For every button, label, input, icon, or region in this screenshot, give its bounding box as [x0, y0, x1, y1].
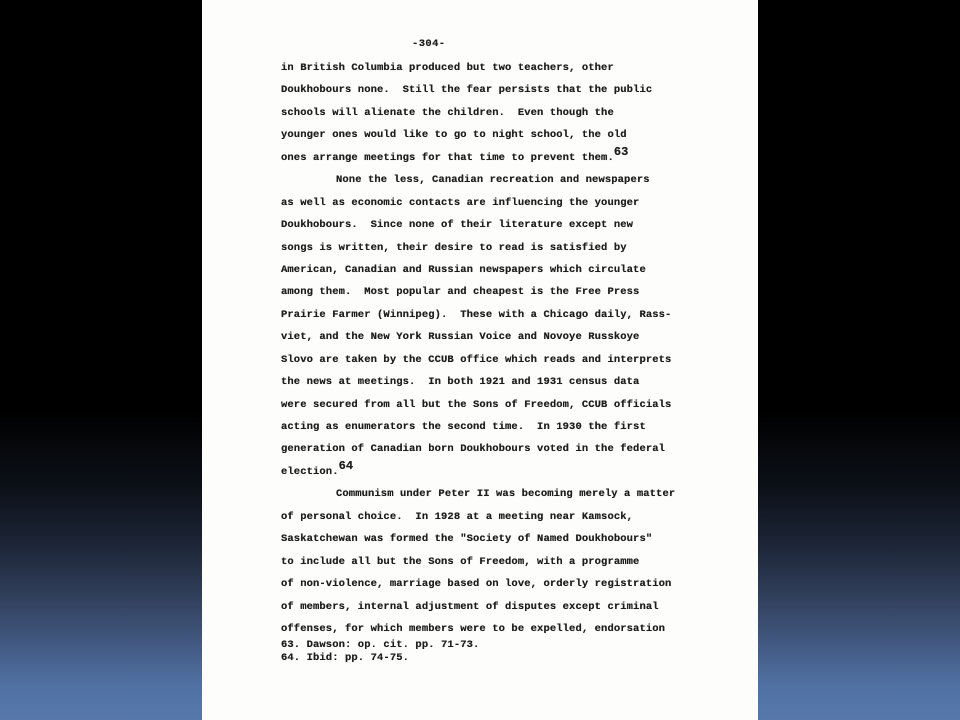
text-line: were secured from all but the Sons of Freedom, CCUB officials: [281, 398, 672, 411]
text-line: Doukhobours none. Still the fear persists that the public: [281, 84, 653, 97]
text-line: ones arrange meetings for that time to prevent them.63: [281, 144, 629, 164]
text-line: generation of Canadian born Doukhobours voted in the federal: [281, 443, 666, 456]
text-line: acting as enumerators the second time. In 1930 the first: [281, 421, 646, 433]
text-line: Slovo are taken by the CCUB office which reads and interprets: [281, 353, 672, 366]
text-line: among them. Most popular and cheapest is the Free Press: [281, 286, 640, 299]
text-line: of non-violence, marriage based on love, orderly registration: [281, 578, 672, 591]
text-line: of members, internal adjustment of disputes except criminal: [281, 600, 659, 613]
document-page: [202, 0, 758, 720]
text-line: viet, and the New York Russian Voice and Novoye Russkoye: [281, 331, 640, 344]
text-line: election.64: [281, 458, 354, 478]
page-number: -304-: [412, 38, 446, 50]
text-line: Doukhobours. Since none of their literature except new: [281, 219, 634, 232]
footnote-reference: 64: [338, 458, 354, 473]
page-body-text: [281, 62, 691, 645]
text-line: Communism under Peter II was becoming merely a matter: [336, 488, 676, 501]
text-line: offenses, for which members were to be expelled, endorsation: [281, 622, 666, 635]
footnote-line: 63. Dawson: op. cit. pp. 71-73.: [281, 639, 480, 651]
text-line: to include all but the Sons of Freedom, with a programme: [281, 555, 640, 568]
text-line: songs is written, their desire to read is satisfied by: [281, 241, 627, 254]
text-line: Saskatchewan was formed the "Society of Named Doukhobours": [281, 533, 653, 546]
text-line: as well as economic contacts are influencing the younger: [281, 196, 640, 209]
text-line: Prairie Farmer (Winnipeg). These with a Chicago daily, Rass-: [281, 308, 672, 321]
text-line: the news at meetings. In both 1921 and 1931 census data: [281, 376, 640, 389]
footnote-reference: 63: [613, 144, 629, 159]
footnotes: [281, 639, 479, 665]
text-line: of personal choice. In 1928 at a meeting near Kamsock,: [281, 510, 634, 523]
footnote-line: 64. Ibid: pp. 74-75.: [281, 652, 410, 664]
text-line: schools will alienate the children. Even though the: [281, 106, 614, 119]
text-line: in British Columbia produced but two teachers, other: [281, 62, 614, 74]
text-line: younger ones would like to go to night school, the old: [281, 129, 627, 142]
text-line: None the less, Canadian recreation and newspapers: [336, 174, 650, 187]
text-line: American, Canadian and Russian newspapers which circulate: [281, 263, 646, 276]
